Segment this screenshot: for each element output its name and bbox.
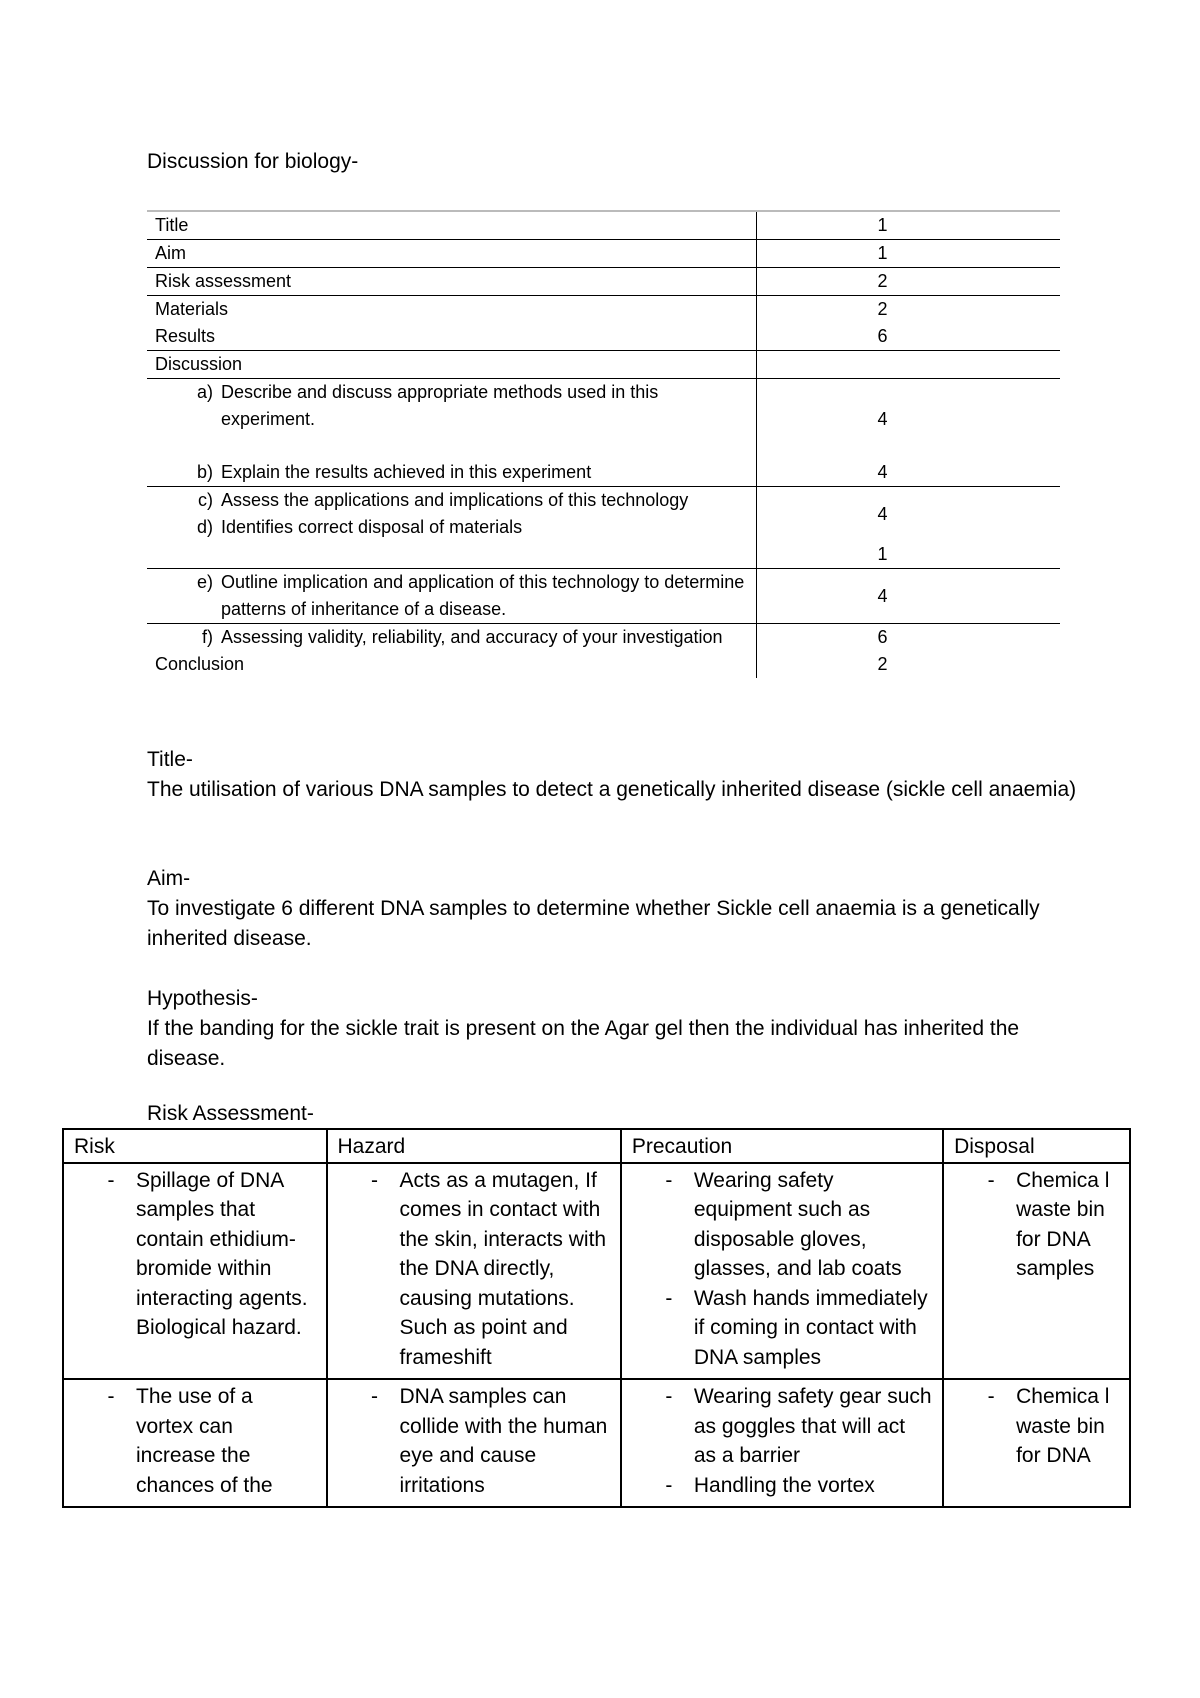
rubric-row	[147, 296, 1060, 324]
rubric-row	[147, 240, 1060, 268]
rubric-mark: 1	[757, 240, 1061, 268]
rubric-mark: 1	[877, 544, 888, 564]
risk-cell: - The use of a vortex can increase the chances of the	[63, 1379, 327, 1507]
rubric-mark: 4	[877, 409, 888, 429]
column-header-disposal: Disposal	[943, 1129, 1130, 1163]
hazard-text: DNA samples can collide with the human eye and cause irritations	[399, 1385, 608, 1497]
hazard-cell: - Acts as a mutagen, If comes in contact with the skin, interacts with the DNA directly, causing mutations. Such as point and frameshift	[327, 1163, 621, 1380]
risk-text: The use of a vortex can increase the chances of the	[136, 1385, 273, 1497]
rubric-sub-text: Explain the results achieved in this experiment	[221, 462, 592, 482]
rubric-sub-text: Describe and discuss appropriate methods used in this experiment.	[221, 382, 659, 429]
rubric-row	[147, 268, 1060, 296]
precaution-text: Wash hands immediately if coming in contact with DNA samples	[693, 1286, 928, 1369]
risk-assessment-heading: Risk Assessment-	[147, 1102, 314, 1125]
disposal-text: Chemica l waste bin for DNA samples	[1016, 1168, 1110, 1280]
rubric-sub-letter: b)	[196, 462, 213, 482]
rubric-row	[147, 211, 1060, 240]
risk-text: Spillage of DNA samples that contain ethidium-bromide within interacting agents. Biological hazard.	[136, 1168, 308, 1339]
rubric-mark	[757, 351, 1061, 379]
hypothesis-text: If the banding for the sickle trait is present on the Agar gel then the individual has inherited the disease.	[147, 1017, 1020, 1070]
rubric-row	[147, 651, 1060, 678]
rubric-sub-item	[155, 379, 748, 433]
disposal-text: Chemica l waste bin for DNA	[1016, 1385, 1110, 1467]
title-heading: Title-	[147, 748, 193, 771]
aim-section	[147, 864, 1077, 954]
rubric-sub-item	[155, 459, 748, 486]
rubric-sub-text: Outline implication and application of this technology to determine patterns of inheritance of a disease.	[221, 572, 745, 619]
rubric-sub-item	[155, 514, 748, 541]
risk-cell: - Spillage of DNA samples that contain ethidium-bromide within interacting agents. Biological hazard.	[63, 1163, 327, 1380]
rubric-sub-item	[155, 487, 748, 514]
rubric-mark: 4	[757, 569, 1061, 624]
column-header-hazard: Hazard	[327, 1129, 621, 1163]
hypothesis-heading: Hypothesis-	[147, 987, 258, 1010]
marking-rubric-table	[147, 210, 1060, 678]
rubric-mark: 2	[757, 296, 1061, 324]
rubric-row	[147, 624, 1060, 652]
rubric-mark: 6	[757, 323, 1061, 351]
rubric-criterion: Risk assessment	[147, 268, 757, 296]
title-text: The utilisation of various DNA samples to detect a genetically inherited disease (sickle cell anaemia)	[147, 778, 1077, 801]
rubric-criterion: Conclusion	[155, 654, 245, 674]
rubric-mark: 4	[877, 504, 888, 524]
rubric-row	[147, 569, 1060, 624]
rubric-mark: 6	[757, 624, 1061, 652]
page-title: Discussion for biology-	[147, 150, 359, 173]
rubric-sub-letter: e)	[196, 572, 213, 592]
rubric-sub-item	[155, 569, 748, 623]
rubric-sub-letter: f)	[202, 627, 213, 647]
table-row	[63, 1163, 1130, 1380]
precaution-text: Wearing safety gear such as goggles that will act as a barrier	[693, 1385, 932, 1467]
precaution-text: Wearing safety equipment such as disposable gloves, glasses, and lab coats	[693, 1168, 902, 1280]
rubric-mark: 2	[757, 268, 1061, 296]
rubric-mark: 2	[757, 651, 1061, 678]
rubric-sub-letter: d)	[196, 517, 213, 537]
precaution-cell: - Wearing safety equipment such as disposable gloves, glasses, and lab coats - Wash hands immediately if coming in contact with DNA samples	[621, 1163, 943, 1380]
title-section	[147, 745, 1077, 805]
hazard-cell: - DNA samples can collide with the human eye and cause irritations	[327, 1379, 621, 1507]
rubric-criterion: Results	[147, 323, 757, 351]
rubric-criterion: Discussion	[147, 351, 757, 379]
rubric-mark: 4	[877, 462, 888, 482]
rubric-row	[147, 379, 1060, 487]
aim-text: To investigate 6 different DNA samples to determine whether Sickle cell anaemia is a genetically inherited disease.	[147, 897, 1040, 950]
hazard-text: Acts as a mutagen, If comes in contact with the skin, interacts with the DNA directly, causing mutations. Such as point and frameshift	[399, 1168, 607, 1369]
precaution-text: Handling the vortex	[693, 1473, 875, 1497]
rubric-criterion: Title	[147, 211, 757, 240]
column-header-risk: Risk	[63, 1129, 327, 1163]
rubric-sub-letter: c)	[198, 490, 213, 510]
rubric-sub-text: Identifies correct disposal of materials	[221, 517, 523, 537]
precaution-cell: - Wearing safety gear such as goggles that will act as a barrier - Handling the vortex	[621, 1379, 943, 1507]
rubric-sub-text: Assess the applications and implications of this technology	[221, 490, 689, 510]
column-header-precaution: Precaution	[621, 1129, 943, 1163]
rubric-row	[147, 323, 1060, 351]
rubric-row	[147, 351, 1060, 379]
disposal-cell: - Chemica l waste bin for DNA samples	[943, 1163, 1130, 1380]
table-row	[63, 1379, 1130, 1507]
rubric-sub-text: Assessing validity, reliability, and accuracy of your investigation	[221, 627, 723, 647]
rubric-sub-item	[155, 624, 748, 651]
disposal-cell: - Chemica l waste bin for DNA	[943, 1379, 1130, 1507]
rubric-mark: 1	[757, 211, 1061, 240]
table-header-row	[63, 1129, 1130, 1163]
risk-assessment-table	[62, 1128, 1131, 1508]
rubric-criterion: Materials	[155, 299, 229, 319]
aim-heading: Aim-	[147, 867, 191, 890]
rubric-sub-letter: a)	[196, 382, 213, 402]
rubric-row	[147, 487, 1060, 569]
hypothesis-section	[147, 984, 1077, 1074]
rubric-criterion: Aim	[147, 240, 757, 268]
